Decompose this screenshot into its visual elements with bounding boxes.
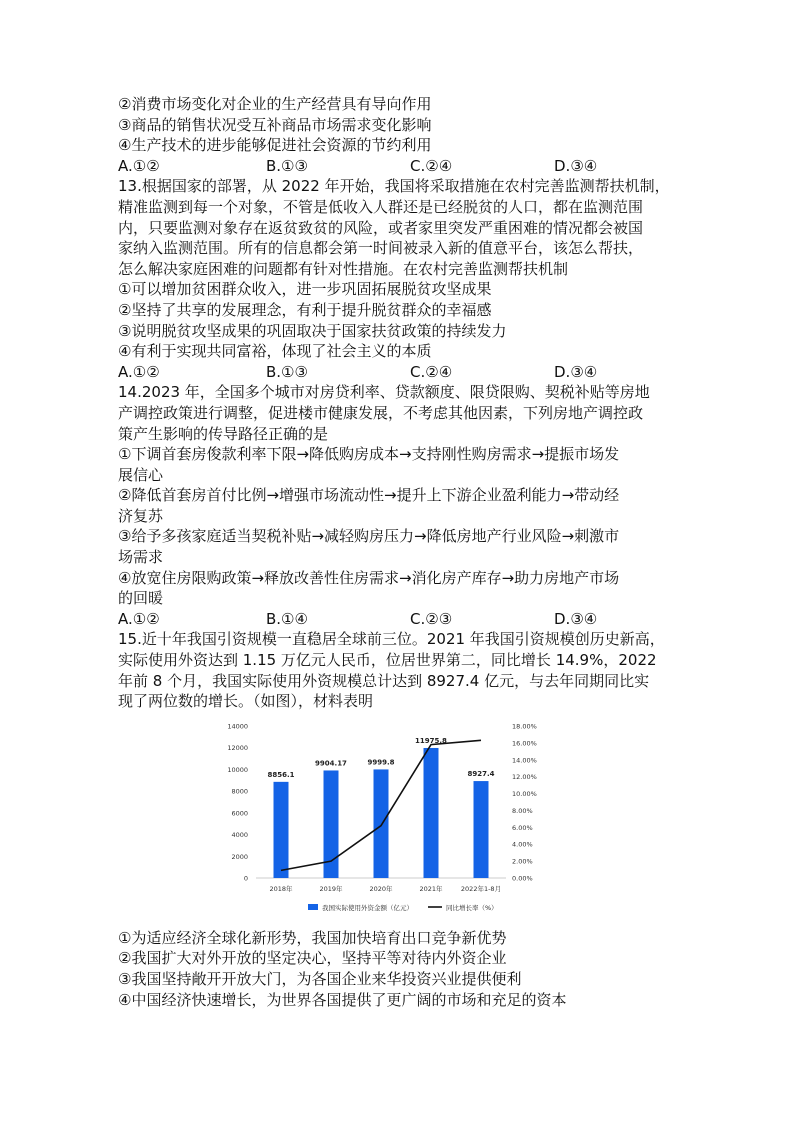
q15-stem xyxy=(118,629,688,711)
legend-bar-label: 我国实际使用外资金额（亿元） xyxy=(322,903,413,912)
q14-statement-1-cont: 展信心 xyxy=(118,465,164,484)
q13-options xyxy=(118,362,688,383)
q12-statement-4: ④生产技术的进步能够促进社会资源的节约利用 xyxy=(118,136,432,155)
exam-page xyxy=(118,94,688,1010)
q13-statements xyxy=(118,279,688,361)
chart-container xyxy=(118,716,688,922)
y2-tick-label: 18.00% xyxy=(512,722,537,731)
y-tick-label: 6000 xyxy=(231,809,248,818)
x-tick-label: 2020年 xyxy=(369,884,393,893)
y2-tick-label: 16.00% xyxy=(512,739,537,748)
bar-value-label: 11975.8 xyxy=(415,736,447,745)
q13-stem xyxy=(118,176,688,279)
q14-option-d[interactable]: D.③④ xyxy=(554,609,598,628)
y2-tick-label: 14.00% xyxy=(512,756,537,765)
q15-statement-4: ④中国经济快速增长，为世界各国提供了更广阔的市场和充足的资本 xyxy=(118,990,567,1009)
q12-option-a[interactable]: A.①② xyxy=(118,156,160,175)
q14-statement-3-cont: 场需求 xyxy=(118,548,164,567)
y2-tick-label: 4.00% xyxy=(512,840,533,849)
y-tick-label: 4000 xyxy=(231,830,248,839)
y2-tick-label: 6.00% xyxy=(512,823,533,832)
q12-option-c[interactable]: C.②④ xyxy=(410,156,453,175)
q14-statement-2: ②降低首套房首付比例→增强市场流动性→提升上下游企业盈利能力→带动经 xyxy=(118,486,620,505)
legend-bar-swatch xyxy=(308,904,318,910)
q14-stem-line: 14.2023 年，全国多个城市对房贷利率、贷款额度、限贷限购、契税补贴等房地 xyxy=(118,383,650,402)
fdi-chart xyxy=(218,716,578,922)
q15-stem-line: 现了两位数的增长。（如图），材料表明 xyxy=(118,692,374,711)
q14-statement-4: ④放宽住房限购政策→释放改善性住房需求→消化房产库存→助力房地产市场 xyxy=(118,568,620,587)
bar xyxy=(374,769,389,878)
q12-option-b[interactable]: B.①③ xyxy=(266,156,308,175)
y-tick-label: 8000 xyxy=(231,787,248,796)
q12-options xyxy=(118,156,688,177)
y-tick-label: 12000 xyxy=(227,744,248,753)
y-tick-label: 2000 xyxy=(231,852,248,861)
bar xyxy=(274,782,289,878)
q15-statements xyxy=(118,928,688,1010)
q13-statement-2: ②坚持了共享的发展理念，有利于提升脱贫群众的幸福感 xyxy=(118,300,492,319)
q13-option-d[interactable]: D.③④ xyxy=(554,362,598,381)
y-tick-label: 10000 xyxy=(227,765,248,774)
bar-value-label: 9999.8 xyxy=(367,758,395,767)
y-tick-label: 14000 xyxy=(227,722,248,731)
q14-stem-line: 产调控政策进行调整，促进楼市健康发展，不考虑其他因素，下列房地产调控政 xyxy=(118,403,644,422)
q15-stem-line: 年前 8 个月，我国实际使用外资规模总计达到 8927.4 亿元，与去年同期同比实 xyxy=(118,671,650,690)
q14-stem xyxy=(118,382,688,444)
y2-tick-label: 10.00% xyxy=(512,789,537,798)
q14-statement-2-cont: 济复苏 xyxy=(118,506,164,525)
y2-tick-label: 12.00% xyxy=(512,772,537,781)
q14-statement-4-cont: 的回暖 xyxy=(118,589,164,608)
x-tick-label: 2022年1-8月 xyxy=(460,884,502,893)
x-tick-label: 2019年 xyxy=(319,884,343,893)
q14-option-c[interactable]: C.②③ xyxy=(410,609,453,628)
q14-option-a[interactable]: A.①② xyxy=(118,609,160,628)
q14-statement-3: ③给予多孩家庭适当契税补贴→减轻购房压力→降低房地产行业风险→刺激市 xyxy=(118,527,620,546)
y2-tick-label: 2.00% xyxy=(512,857,533,866)
q15-statement-3: ③我国坚持敞开开放大门，为各国企业来华投资兴业提供便利 xyxy=(118,970,522,988)
q13-stem-line: 13.根据国家的部署，从 2022 年开始，我国将采取措施在农村完善监测帮扶机制， xyxy=(118,177,670,196)
q13-option-b[interactable]: B.①③ xyxy=(266,362,308,381)
q15-statement-2: ②我国扩大对外开放的坚定决心，坚持平等对待内外资企业 xyxy=(118,949,507,968)
q15-stem-line: 15.近十年我国引资规模一直稳居全球前三位。2021 年我国引资规模创历史新高， xyxy=(118,630,665,649)
legend-line-label: 同比增长率（%） xyxy=(446,903,498,912)
q13-stem-line: 精准监测到每一个对象，不管是低收入人群还是已经脱贫的人口，都在监测范围 xyxy=(118,197,644,216)
bar-value-label: 8856.1 xyxy=(267,770,295,779)
bar-value-label: 9904.17 xyxy=(315,759,347,768)
y2-tick-label: 0.00% xyxy=(512,874,533,883)
q14-option-b[interactable]: B.①④ xyxy=(266,609,308,628)
x-tick-label: 2018年 xyxy=(269,884,293,893)
q13-statement-1: ①可以增加贫困群众收入，进一步巩固拓展脱贫攻坚成果 xyxy=(118,280,492,299)
x-tick-label: 2021年 xyxy=(419,884,443,893)
y-tick-label: 0 xyxy=(243,874,248,883)
y2-tick-label: 8.00% xyxy=(512,806,533,815)
q12-statement-3: ③商品的销售状况受互补商品市场需求变化影响 xyxy=(118,115,432,134)
q14-stem-line: 策产生影响的传导路径正确的是 xyxy=(118,424,329,443)
q15-statement-1: ①为适应经济全球化新形势，我国加快培育出口竞争新优势 xyxy=(118,928,507,947)
q15-stem-line: 实际使用外资达到 1.15 万亿元人民币，位居世界第二，同比增长 14.9%，2022 xyxy=(118,651,657,670)
q14-options xyxy=(118,609,688,630)
q14-statements xyxy=(118,444,688,609)
q13-option-a[interactable]: A.①② xyxy=(118,362,160,381)
q12-option-d[interactable]: D.③④ xyxy=(554,156,598,175)
q13-stem-line: 家纳入监测范围。所有的信息都会第一时间被录入新的值意平台，该怎么帮扶， xyxy=(118,239,644,258)
bar xyxy=(424,748,439,878)
q12-statement-2: ②消费市场变化对企业的生产经营具有导向作用 xyxy=(118,95,432,113)
q13-stem-line: 怎么解决家庭困难的问题都有针对性措施。在农村完善监测帮扶机制 xyxy=(118,259,569,278)
q13-statement-3: ③说明脱贫攻坚成果的巩固取决于国家扶贫政策的持续发力 xyxy=(118,321,507,340)
q13-option-c[interactable]: C.②④ xyxy=(410,362,453,381)
bar-value-label: 8927.4 xyxy=(467,769,495,778)
bar xyxy=(474,781,489,878)
q14-statement-1: ①下调首套房俊款利率下限→降低购房成本→支持刚性购房需求→提振市场发 xyxy=(118,445,620,464)
q13-stem-line: 内，只要监测对象存在返贫致贫的风险，或者家里突发严重困难的情况都会被国 xyxy=(118,218,644,237)
q12-statements xyxy=(118,94,688,156)
q13-statement-4: ④有利于实现共同富裕，体现了社会主义的本质 xyxy=(118,342,432,361)
